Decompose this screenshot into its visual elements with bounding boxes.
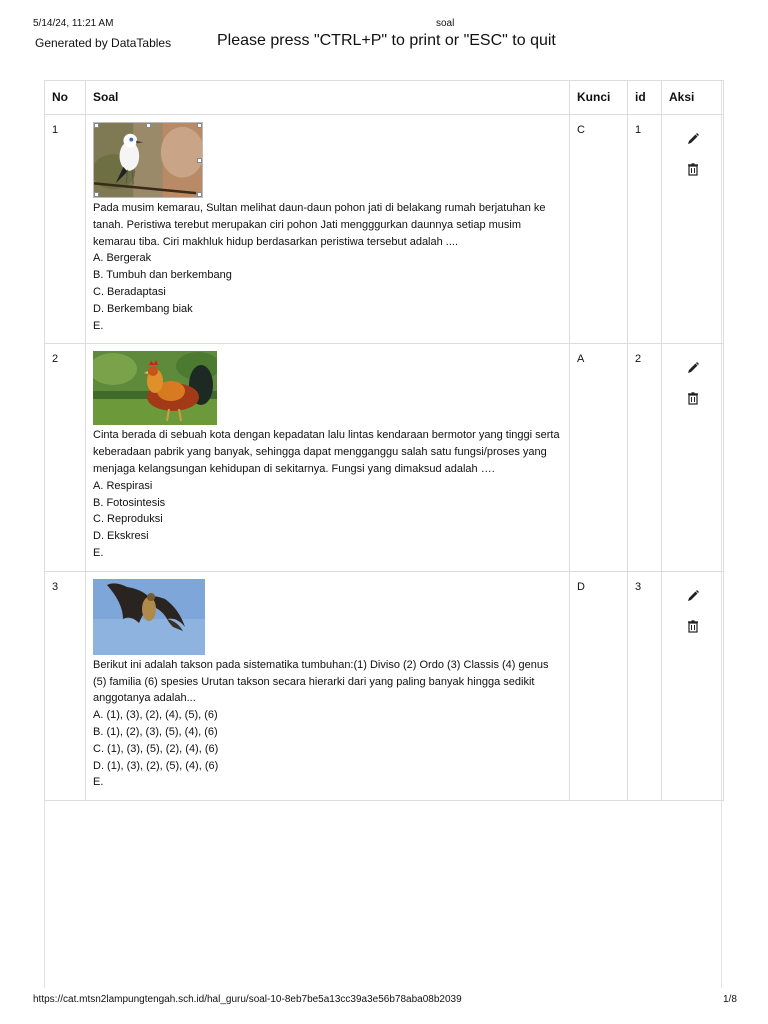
answer-option: D. Berkembang biak: [93, 302, 193, 315]
generated-by-label: Generated by DataTables: [35, 36, 172, 50]
column-header-no[interactable]: No: [45, 81, 86, 115]
delete-button[interactable]: [685, 390, 701, 406]
edit-button[interactable]: [685, 360, 701, 376]
pencil-icon: [685, 360, 701, 376]
column-header-soal[interactable]: Soal: [86, 81, 570, 115]
answer-option: A. Bergerak: [93, 252, 152, 265]
cell-kunci: D: [570, 571, 628, 800]
print-datetime: 5/14/24, 11:21 AM: [33, 18, 114, 29]
cell-id: 3: [628, 571, 662, 800]
rooster-photo[interactable]: [93, 351, 217, 425]
print-url: https://cat.mtsn2lampungtengah.sch.id/hal_guru/soal-10-8eb7be5a13cc39a3e56b78aba08b2039: [33, 994, 462, 1005]
delete-button[interactable]: [685, 161, 701, 177]
bat-photo[interactable]: [93, 579, 205, 655]
answer-option: A. (1), (3), (2), (4), (5), (6): [93, 709, 218, 722]
cell-id: 2: [628, 344, 662, 571]
table-header-row: [45, 81, 724, 115]
answer-option: D. (1), (3), (2), (5), (4), (6): [93, 759, 219, 772]
answer-option: A. Respirasi: [93, 479, 153, 492]
cell-soal: [86, 344, 570, 571]
print-instruction: Please press "CTRL+P" to print or "ESC" to quit: [217, 32, 556, 49]
column-header-aksi: Aksi: [662, 81, 724, 115]
print-page-number: 1/8: [723, 994, 737, 1005]
trash-icon: [685, 161, 701, 177]
edit-button[interactable]: [685, 131, 701, 147]
answer-option: E.: [93, 319, 104, 332]
print-doc-title: soal: [436, 18, 455, 29]
cell-kunci: A: [570, 344, 628, 571]
trash-icon: [685, 390, 701, 406]
pencil-icon: [685, 588, 701, 604]
cell-no: 2: [45, 344, 86, 571]
question-text: Cinta berada di sebuah kota dengan kepadatan lalu lintas kendaraan bermotor yang tinggi serta keberadaan pabrik yang banyak, sehingga dapat mengganggu salah satu fungsi/proses yang menjaga kelangsungan kehidupan di sekitarnya. Fungsi yang dimaksud adalah ….: [93, 429, 560, 475]
answer-option: C. (1), (3), (5), (2), (4), (6): [93, 742, 219, 755]
table-row: [45, 115, 724, 344]
answer-option: B. Tumbuh dan berkembang: [93, 269, 232, 282]
delete-button[interactable]: [685, 618, 701, 634]
cell-no: 1: [45, 115, 86, 344]
cell-id: 1: [628, 115, 662, 344]
cell-aksi: [662, 115, 724, 344]
trash-icon: [685, 618, 701, 634]
cell-kunci: C: [570, 115, 628, 344]
answer-option: D. Ekskresi: [93, 530, 149, 543]
answer-option: C. Beradaptasi: [93, 285, 166, 298]
answer-option: B. Fotosintesis: [93, 496, 166, 509]
question-text: Berikut ini adalah takson pada sistematika tumbuhan:(1) Diviso (2) Ordo (3) Classis (4) genus (5) familia (6) spesies Urutan takson secara hierarki dari yang paling banyak hingga sedikit anggotanya adalah...: [93, 658, 549, 705]
soal-table: [44, 80, 724, 801]
column-header-id[interactable]: id: [628, 81, 662, 115]
pencil-icon: [685, 131, 701, 147]
answer-option: C. Reproduksi: [93, 513, 163, 526]
bird-photo[interactable]: [93, 122, 203, 198]
edit-button[interactable]: [685, 588, 701, 604]
table-row: [45, 571, 724, 800]
cell-soal: [86, 571, 570, 800]
answer-option: E.: [93, 776, 104, 789]
column-header-kunci[interactable]: Kunci: [570, 81, 628, 115]
answer-option: B. (1), (2), (3), (5), (4), (6): [93, 725, 218, 738]
table-row: [45, 344, 724, 571]
cell-soal: [86, 115, 570, 344]
cell-no: 3: [45, 571, 86, 800]
cell-aksi: [662, 344, 724, 571]
answer-option: E.: [93, 546, 104, 559]
question-text: Pada musim kemarau, Sultan melihat daun-daun pohon jati di belakang rumah berjatuhan ke tanah. Peristiwa terebut merupakan ciri pohon Jati mengggurkan daunnya setiap musim kemarau tiba. Ciri makhluk hidup berdasarkan peristiwa tersebut adalah ....: [93, 202, 546, 248]
cell-aksi: [662, 571, 724, 800]
